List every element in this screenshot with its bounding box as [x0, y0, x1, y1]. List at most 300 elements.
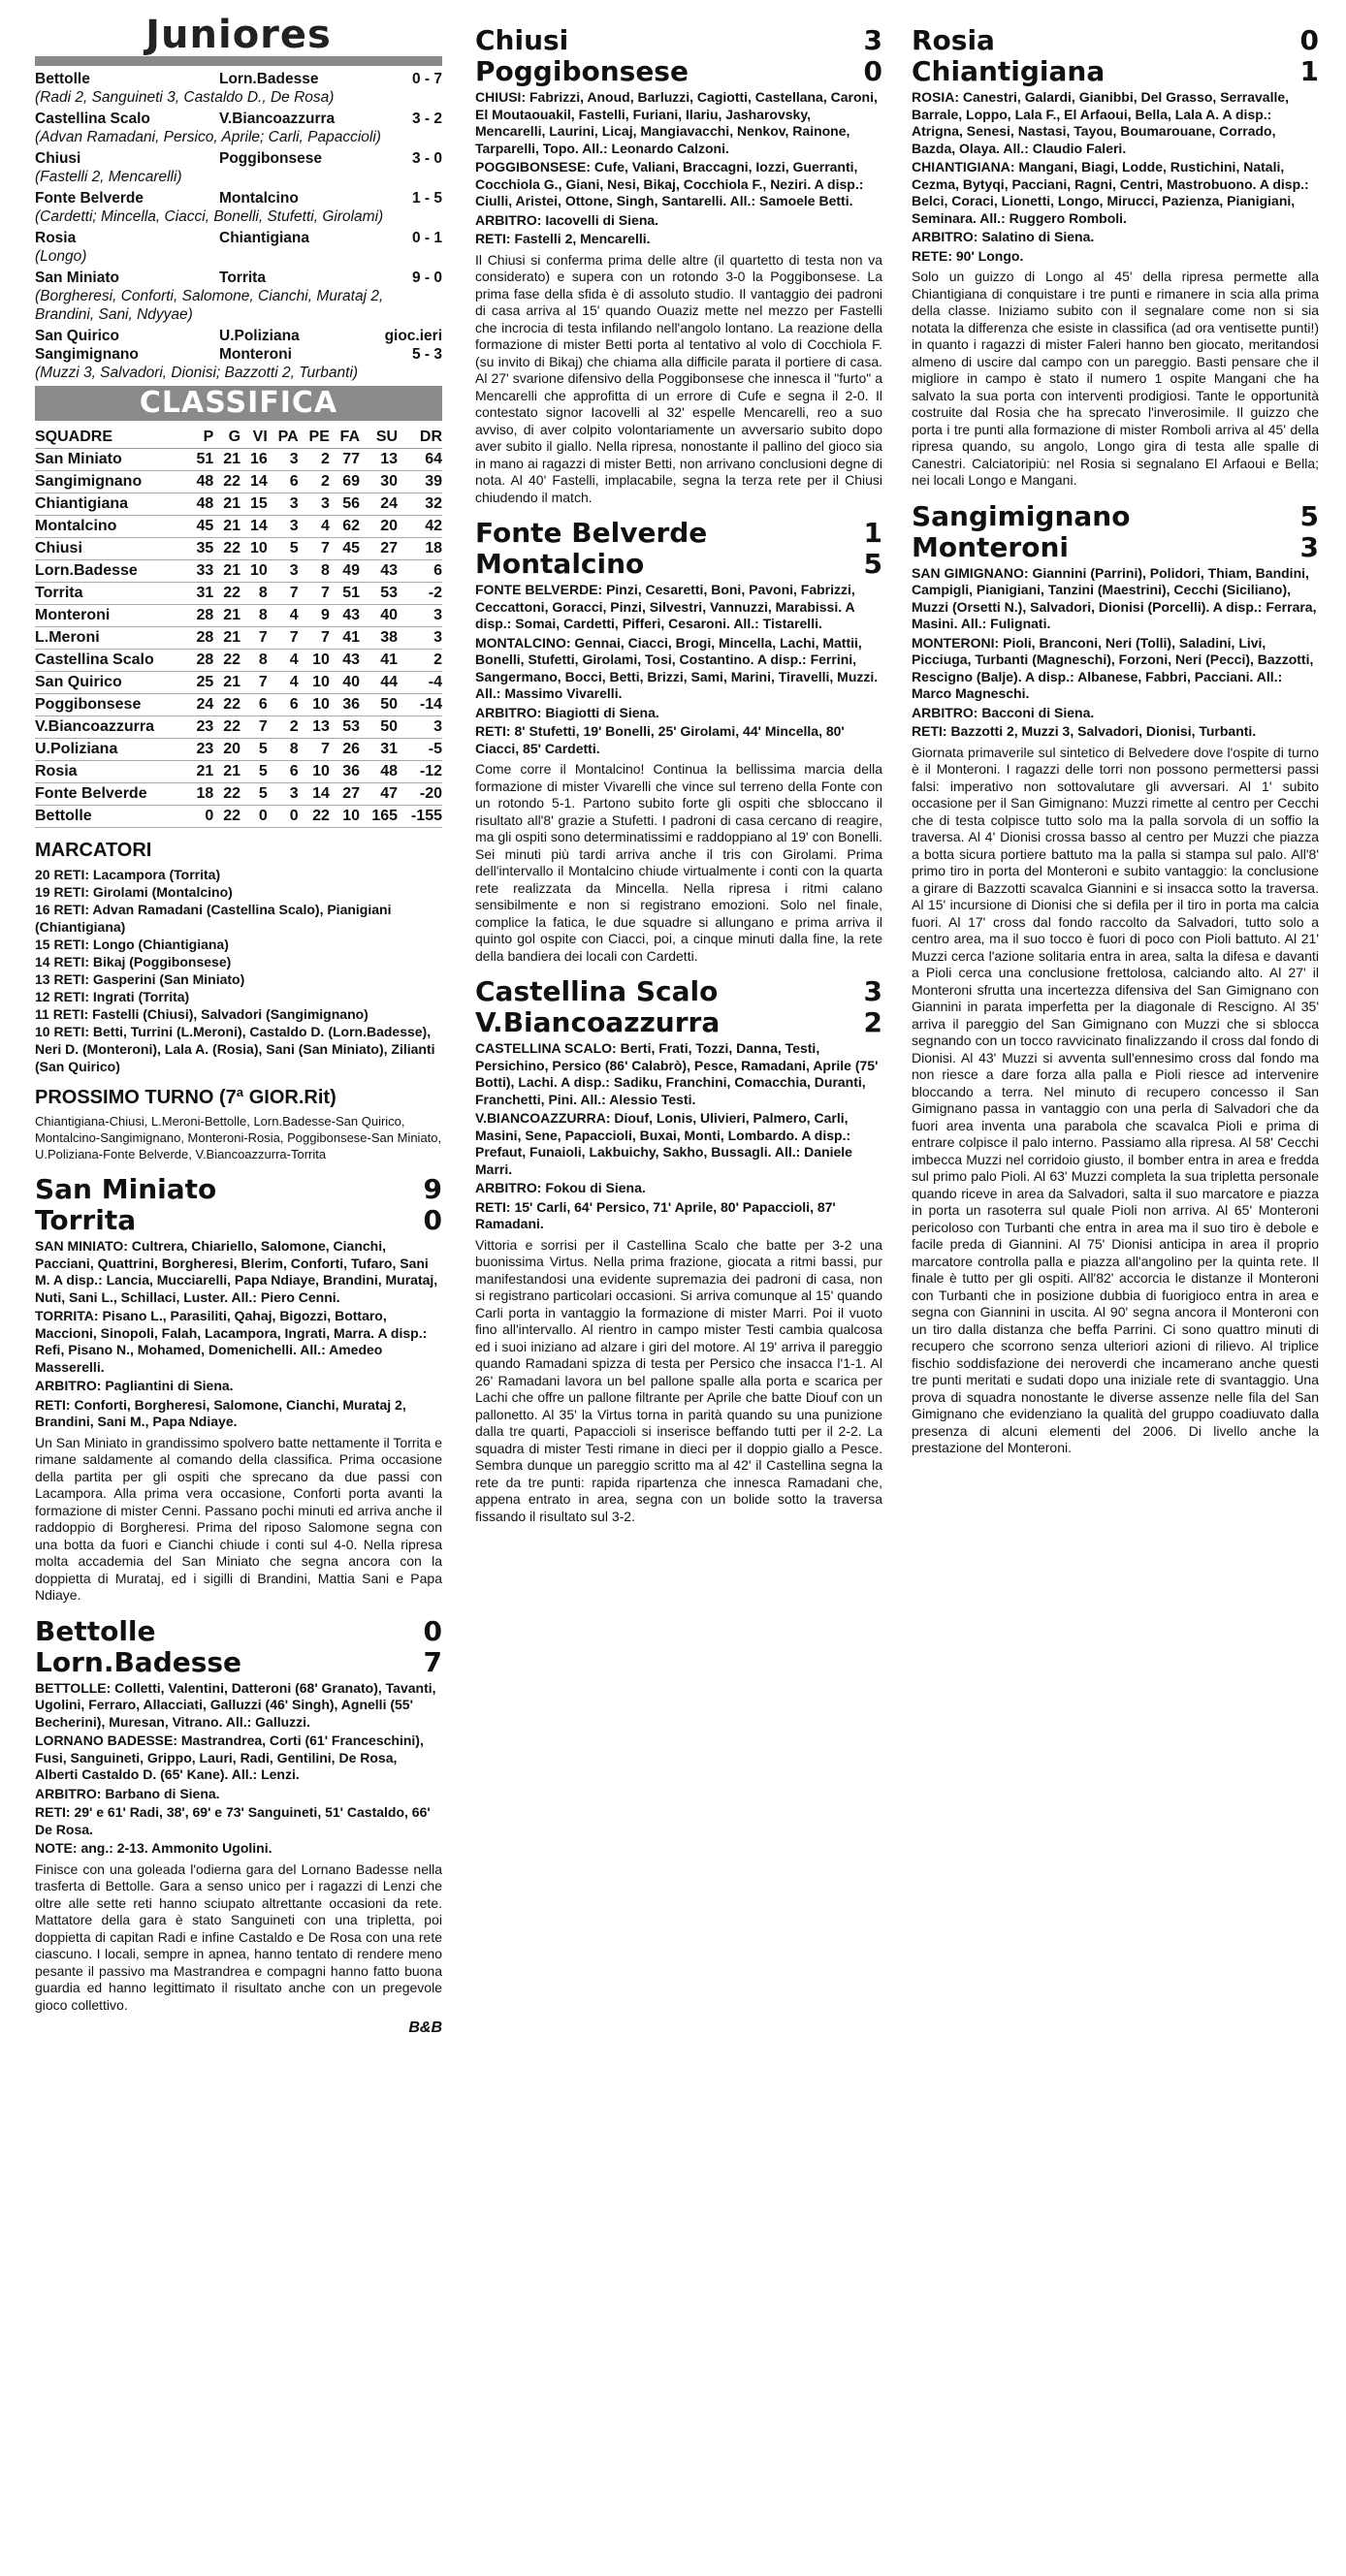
stat-cell: 30: [360, 471, 398, 493]
stat-cell: 22: [213, 471, 240, 493]
match-report: [912, 25, 1319, 490]
table-row: [35, 694, 442, 716]
score: 1 - 5: [411, 190, 442, 207]
stat-cell: 21: [213, 627, 240, 650]
column-header: FA: [330, 427, 360, 449]
table-row: [35, 650, 442, 672]
home-score: 3: [863, 975, 882, 1007]
lineup-line: TORRITA: Pisano L., Parasiliti, Qahaj, Bigozzi, Bottaro, Maccioni, Sinopoli, Falah, Lacampora, Ingrati, Marra. A disp.: Refi, Pisano N., Mohamed, Domenichelli. All.: Amedeo Masserelli.: [35, 1308, 428, 1375]
stat-cell: 10: [299, 650, 330, 672]
stat-cell: 43: [330, 605, 360, 627]
match-summary: Finisce con una goleada l'odierna gara del Lornano Badesse nella trasferta di Bettolle. Gara a senso unico per i ragazzi di Lenzi che oltre alle sette reti hanno sciupato altrettante occasioni da rete. Mattatore della gara è stato Sanguineti con una tripletta, poi doppietta di capitan Radi e infine Castaldo e De Rosa con una rete ciascuno. I locali, sempre in apnea, hanno tentato di rendere meno pesante il passivo ma Mastrandrea e compagni hanno fatto buona guardia ed hanno legittimato il risultato anche con un pregevole gioco collettivo.: [35, 1860, 442, 2013]
column-middle: [475, 14, 882, 1525]
table-row: [35, 449, 442, 471]
stat-cell: 44: [360, 672, 398, 694]
stat-cell: 2: [398, 650, 442, 672]
home-score: 9: [423, 1173, 442, 1205]
result-row: [35, 189, 442, 207]
table-row: [35, 783, 442, 806]
stat-cell: 13: [299, 716, 330, 739]
stat-cell: 14: [240, 516, 268, 538]
stat-cell: 10: [299, 761, 330, 783]
away-team: Poggibonsese: [219, 150, 322, 167]
match-home-row: [912, 501, 1319, 532]
team-cell: Rosia: [35, 761, 187, 783]
match-home-row: [912, 25, 1319, 56]
home-score: 0: [423, 1614, 442, 1647]
stat-cell: 32: [398, 493, 442, 516]
home-team: Chiusi: [35, 150, 81, 167]
stat-cell: 7: [299, 627, 330, 650]
score: 3 - 0: [411, 150, 442, 167]
stat-cell: 7: [299, 583, 330, 605]
stat-cell: 21: [213, 449, 240, 471]
stat-cell: 23: [187, 716, 214, 739]
score: 0 - 7: [411, 71, 442, 87]
classifica-title: CLASSIFICA: [35, 386, 442, 421]
home-team: San Miniato: [35, 270, 119, 286]
away-score: 7: [423, 1645, 442, 1678]
away-team: Chiantigiana: [219, 230, 310, 246]
stat-cell: 3: [398, 605, 442, 627]
match-summary: Il Chiusi si conferma prima delle altre (il quartetto di testa non va considerato) e supera con un rotondo 3-0 la Poggibonsese. La prima fase della sfida è di assoluto studio. Il vantaggio dei padroni di casa arriva al 15' quando Ouaziz mette nel mezzo per Fastelli che incrocia di testa infilando nell'angolo lontano. La reazione della formazione di mister Betti porta al tentativo al volo di Cocchiola F. (su invito di Bikaj) che chiama alla difficile parata il portiere di casa. Al 27' svarione difensivo della Poggibonsese che innesca il "furto" a Mencarelli che approfitta di un errore di Cufe e segna il 2-0. Il contestato signor Iacovelli al 32' espelle Mencarelli, reo a suo avviso, di aver colpito volontariamente un avversario subito dopo aver subito il giallo. Nella ripresa, nonostante il pallino del gioco sia in mano ai ragazzi di mister Betti, non arrivano conclusioni degne di nota. Al 40' Fastelli, implacabile, segna la terza rete per il Chiusi chiudendo il match.: [475, 251, 882, 505]
match-reports-left: [35, 1174, 442, 2014]
stat-cell: 15: [240, 493, 268, 516]
home-score: 5: [1299, 499, 1319, 532]
stat-cell: 53: [360, 583, 398, 605]
away-team-name: Monteroni: [912, 530, 1069, 563]
match-home-row: [35, 1174, 442, 1205]
lineup-line: RETI: Fastelli 2, Mencarelli.: [475, 231, 651, 246]
table-row: [35, 716, 442, 739]
stat-cell: 27: [330, 783, 360, 806]
home-team: Castellina Scalo: [35, 111, 150, 127]
home-score: 1: [863, 517, 882, 549]
stat-cell: 3: [268, 493, 299, 516]
team-cell: Poggibonsese: [35, 694, 187, 716]
stat-cell: 18: [187, 783, 214, 806]
column-header: G: [213, 427, 240, 449]
score: gioc.ieri: [384, 328, 442, 344]
home-team: Rosia: [35, 230, 77, 246]
stat-cell: 14: [299, 783, 330, 806]
stat-cell: 24: [187, 694, 214, 716]
stat-cell: 21: [213, 605, 240, 627]
stat-cell: 22: [213, 783, 240, 806]
team-cell: Monteroni: [35, 605, 187, 627]
stat-cell: 22: [299, 806, 330, 828]
stat-cell: 3: [268, 783, 299, 806]
match-away-row: [912, 532, 1319, 563]
stat-cell: 3: [398, 716, 442, 739]
match-report: [475, 976, 882, 1525]
stat-cell: 23: [187, 739, 214, 761]
stat-cell: 3: [299, 493, 330, 516]
home-score: 0: [1299, 24, 1319, 56]
away-team: U.Poliziana: [219, 328, 300, 344]
stat-cell: 22: [213, 583, 240, 605]
lineup-line: SAN MINIATO: Cultrera, Chiariello, Salomone, Cianchi, Pacciani, Quattrini, Borgheresi, Blerim, Conforti, Tufaro, Sani M. A disp.: Lancia, Mucciarelli, Papa Ndiaye, Brandini, Murataj, Nuti, Sani L., Schillaci, Luster. All.: Piero Cenni.: [35, 1238, 438, 1305]
stat-cell: 45: [187, 516, 214, 538]
team-cell: Castellina Scalo: [35, 650, 187, 672]
home-team-name: Sangimignano: [912, 499, 1131, 532]
away-score: 5: [863, 548, 882, 580]
lineup-line: BETTOLLE: Colletti, Valentini, Datteroni (68' Granato), Tavanti, Ugolini, Ferraro, Allacciati, Galluzzi (46' Singh), Agnelli (55' Becherini), Muresan, Vitrano. All.: Galluzzi.: [35, 1679, 436, 1730]
stat-cell: -4: [398, 672, 442, 694]
marcatori-title: MARCATORI: [35, 840, 152, 861]
stat-cell: 22: [213, 716, 240, 739]
stat-cell: 165: [360, 806, 398, 828]
lineup-line: RETE: 90' Longo.: [912, 247, 1024, 264]
prossimo-turno-text: Chiantigiana-Chiusi, L.Meroni-Bettolle, Lorn.Badesse-San Quirico, Montalcino-Sangimignano, Monteroni-Rosia, Poggibonsese-San Miniato, U.Poliziana-Fonte Belverde, V.Biancoazzurra-Torrita: [35, 1114, 442, 1161]
team-cell: Fonte Belverde: [35, 783, 187, 806]
stat-cell: 3: [268, 516, 299, 538]
match-report: [35, 1174, 442, 1605]
scorer-line: 13 RETI: Gasperini (San Miniato): [35, 971, 245, 987]
stat-cell: 7: [240, 716, 268, 739]
stat-cell: 14: [240, 471, 268, 493]
stat-cell: 36: [330, 761, 360, 783]
stat-cell: 0: [187, 806, 214, 828]
stat-cell: 7: [299, 739, 330, 761]
away-score: 2: [863, 1006, 882, 1038]
column-header: VI: [240, 427, 268, 449]
lineup-line: ARBITRO: Biagiotti di Siena.: [475, 704, 659, 720]
stat-cell: 36: [330, 694, 360, 716]
score: 0 - 1: [411, 230, 442, 246]
away-team-name: Lorn.Badesse: [35, 1645, 242, 1678]
stat-cell: 33: [187, 560, 214, 583]
table-row: [35, 471, 442, 493]
stat-cell: 7: [299, 538, 330, 560]
lineup-line: RETI: 29' e 61' Radi, 38', 69' e 73' Sanguineti, 51' Castaldo, 66' De Rosa.: [35, 1804, 431, 1837]
match-away-row: [475, 1007, 882, 1038]
stat-cell: 22: [213, 538, 240, 560]
scorers-note: (Radi 2, Sanguineti 3, Castaldo D., De Rosa): [35, 89, 335, 106]
stat-cell: 6: [268, 471, 299, 493]
scorers-note: (Muzzi 3, Salvadori, Dionisi; Bazzotti 2, Turbanti): [35, 365, 359, 381]
standings-table: [35, 427, 442, 828]
stat-cell: 77: [330, 449, 360, 471]
stat-cell: 10: [299, 694, 330, 716]
stat-cell: 50: [360, 694, 398, 716]
scorer-line: 11 RETI: Fastelli (Chiusi), Salvadori (Sangimignano): [35, 1006, 369, 1022]
match-summary: Come corre il Montalcino! Continua la bellissima marcia della formazione di mister Vivarelli che vince sul terreno della Fonte con un rotondo 5-1. Partono subito forte gli ospiti che sbloccano il risultato all'8' grazie a Stufetti. I padroni di casa cercano di reagire, ma gli ospiti sono determinatissimi e raddoppiano al 19' con Bonelli. Sei minuti più tardi arriva anche il tris con Girolami. Prima dell'intervallo il Montalcino chiude virtualmente i conti con la quarta rete realizzata da Mincella. Nella ripresa i ritmi calano sensibilmente e non si registrano emozioni. Solo nel finale, complice la fatica, le due squadre si allungano e prima arriva il quinto gol ospite con Ciacci, poi, a cinque minuti dalla fine, la rete della bandiera dei locali con Cardetti.: [475, 761, 882, 964]
stat-cell: -155: [398, 806, 442, 828]
stat-cell: 6: [268, 761, 299, 783]
scorer-line: 19 RETI: Girolami (Montalcino): [35, 884, 233, 900]
stat-cell: 5: [240, 739, 268, 761]
score: 3 - 2: [411, 111, 442, 127]
home-team: San Quirico: [35, 328, 119, 344]
lineup-line: RETI: 8' Stufetti, 19' Bonelli, 25' Girolami, 44' Mincella, 80' Ciacci, 85' Cardetti.: [475, 723, 845, 756]
match-report: [475, 518, 882, 965]
away-team: Lorn.Badesse: [219, 71, 319, 87]
stat-cell: 40: [330, 672, 360, 694]
stat-cell: 48: [360, 761, 398, 783]
stat-cell: 7: [240, 627, 268, 650]
lineup-line: NOTE: ang.: 2-13. Ammonito Ugolini.: [35, 1840, 272, 1856]
stat-cell: 39: [398, 471, 442, 493]
stat-cell: 56: [330, 493, 360, 516]
prossimo-turno-title: PROSSIMO TURNO (7ª GIOR.Rit): [35, 1087, 336, 1108]
table-row: [35, 761, 442, 783]
team-cell: L.Meroni: [35, 627, 187, 650]
table-row: [35, 538, 442, 560]
match-summary: Un San Miniato in grandissimo spolvero batte nettamente il Torrita e rimane saldamente al comando della classifica. Prima occasione della partita per gli ospiti che sprecano da due passi con Lacampora. Alla prima vera occasione, Conforti porta avanti la formazione di mister Cenni. Passano pochi minuti ed arriva anche il raddoppio di Borgheresi. Prima del riposo Salomone segna con una botta da fuori e Cianchi chiude i conti sul 4-0. Nella ripresa molta accademia del San Miniato che segna ancora con la doppietta di Murataj, ed i sigilli di Brandini, Mattia Sani e Papa Ndiaye.: [35, 1434, 442, 1603]
table-row: [35, 739, 442, 761]
lineup-line: MONTERONI: Pioli, Branconi, Neri (Tolli), Saladini, Livi, Picciuga, Turbanti (Magneschi), Forzoni, Neri (Pecci), Bazzotti, Rescigno (Balje). A disp.: Albanese, Fabbri, Pacciani. All.: Marco Magneschi.: [912, 634, 1314, 701]
stat-cell: 28: [187, 650, 214, 672]
lineup-line: ROSIA: Canestri, Galardi, Gianibbi, Del Grasso, Serravalle, Barrale, Loppo, Lala F., El Arfaoui, Bella, Lala A. A disp.: Atrigna, Senesi, Nastasi, Tayou, Boumarouane, Corrado, Bazda, Olaya. All.: Claudio Faleri.: [912, 89, 1290, 156]
away-score: 0: [863, 55, 882, 87]
stat-cell: 10: [299, 672, 330, 694]
stat-cell: 41: [330, 627, 360, 650]
stat-cell: 2: [268, 716, 299, 739]
stat-cell: 20: [213, 739, 240, 761]
match-reports-right: [912, 25, 1319, 1457]
match-away-row: [912, 56, 1319, 87]
scorers-note: (Longo): [35, 248, 87, 265]
team-cell: Chiantigiana: [35, 493, 187, 516]
scorers-note: (Cardetti; Mincella, Ciacci, Bonelli, Stufetti, Girolami): [35, 208, 384, 225]
table-row: [35, 560, 442, 583]
table-row: [35, 806, 442, 828]
stat-cell: 21: [213, 761, 240, 783]
home-team-name: Chiusi: [475, 24, 569, 56]
stat-cell: 69: [330, 471, 360, 493]
lineup-line: RETI: 15' Carli, 64' Persico, 71' Aprile, 80' Papaccioli, 87' Ramadani.: [475, 1198, 836, 1231]
match-away-row: [475, 549, 882, 580]
stat-cell: 21: [213, 560, 240, 583]
team-cell: Lorn.Badesse: [35, 560, 187, 583]
scorer-line: 15 RETI: Longo (Chiantigiana): [35, 937, 229, 952]
result-row: [35, 70, 442, 88]
away-team: V.Biancoazzurra: [219, 111, 336, 127]
standings-header: [35, 427, 442, 449]
stat-cell: 31: [187, 583, 214, 605]
scorers-note: (Advan Ramadani, Persico, Aprile; Carli, Papaccioli): [35, 129, 381, 145]
home-team-name: San Miniato: [35, 1173, 217, 1205]
stat-cell: 3: [268, 449, 299, 471]
away-team: Torrita: [219, 270, 266, 286]
stat-cell: 8: [240, 650, 268, 672]
stat-cell: 41: [360, 650, 398, 672]
match-away-row: [475, 56, 882, 87]
stat-cell: 22: [213, 694, 240, 716]
stat-cell: 24: [360, 493, 398, 516]
match-reports-middle: [475, 25, 882, 1525]
score: 9 - 0: [411, 270, 442, 286]
lineup-line: POGGIBONSESE: Cufe, Valiani, Braccagni, Iozzi, Guerranti, Cocchiola G., Giani, Nesi, Bikaj, Cocchiola F., Neziri. A disp.: Ciulli, Aristei, Ottone, Singh, Santarelli. All.: Samoele Betti.: [475, 159, 864, 208]
stat-cell: 6: [240, 694, 268, 716]
stat-cell: 42: [398, 516, 442, 538]
stat-cell: 4: [299, 516, 330, 538]
column-header: SU: [360, 427, 398, 449]
match-home-row: [475, 976, 882, 1007]
stat-cell: 47: [360, 783, 398, 806]
stat-cell: 4: [268, 672, 299, 694]
stat-cell: 7: [268, 583, 299, 605]
lineup-line: ARBITRO: Bacconi di Siena.: [912, 704, 1095, 720]
lineup-line: MONTALCINO: Gennai, Ciacci, Brogi, Mincella, Lachi, Mattii, Bonelli, Stufetti, Girolami, Tosi, Costantino. A disp.: Ferrini, Sangermano, Bocci, Betti, Brizzi, Sami, Marini, Tiravelli, Muzzi. All.: Massimo Vivarelli.: [475, 634, 879, 701]
lineup-line: V.BIANCOAZZURRA: Diouf, Lonis, Ulivieri, Palmero, Carli, Masini, Sene, Papaccioli, Buxai, Monti, Lombardo. A disp.: Prefaut, Funaioli, Lakbuichy, Sakho, Bussagli. All.: Daniele Marri.: [475, 1110, 852, 1177]
stat-cell: -2: [398, 583, 442, 605]
away-score: 1: [1299, 55, 1319, 87]
stat-cell: 3: [398, 627, 442, 650]
result-row: [35, 345, 442, 364]
stat-cell: 5: [268, 538, 299, 560]
stat-cell: 48: [187, 471, 214, 493]
match-report: [35, 1616, 442, 2015]
stat-cell: 62: [330, 516, 360, 538]
stat-cell: -14: [398, 694, 442, 716]
stat-cell: 4: [268, 650, 299, 672]
stat-cell: -20: [398, 783, 442, 806]
scorer-line: 14 RETI: Bikaj (Poggibonsese): [35, 954, 232, 970]
away-team-name: Poggibonsese: [475, 55, 689, 87]
stat-cell: 49: [330, 560, 360, 583]
stat-cell: 3: [268, 560, 299, 583]
stat-cell: 21: [213, 493, 240, 516]
stat-cell: 21: [187, 761, 214, 783]
lineup-line: CHIUSI: Fabrizzi, Anoud, Barluzzi, Cagiotti, Castellana, Caroni, El Moutaouakil, Fastelli, Furiani, Ilariu, Jasharovsky, Mencarelli, Laurini, Licaj, Mangiavacchi, Nenkov, Rainone, Tarparelli, Topo. All.: Leonardo Calzoni.: [475, 89, 878, 156]
table-row: [35, 627, 442, 650]
table-row: [35, 516, 442, 538]
team-cell: Torrita: [35, 583, 187, 605]
column-header: DR: [398, 427, 442, 449]
stat-cell: 16: [240, 449, 268, 471]
stat-cell: 22: [213, 806, 240, 828]
stat-cell: 10: [330, 806, 360, 828]
stat-cell: 21: [213, 516, 240, 538]
scorer-line: 10 RETI: Betti, Turrini (L.Meroni), Castaldo D. (Lorn.Badesse), Neri D. (Monteroni), Lala A. (Rosia), Sani (San Miniato), Zilianti (San Quirico): [35, 1024, 435, 1074]
stat-cell: 50: [360, 716, 398, 739]
away-team: Monteroni: [219, 346, 292, 363]
stat-cell: 51: [187, 449, 214, 471]
home-team: Sangimignano: [35, 346, 139, 363]
stat-cell: 8: [268, 739, 299, 761]
signature: B&B: [408, 2019, 442, 2036]
stat-cell: 8: [240, 605, 268, 627]
result-row: [35, 327, 442, 345]
away-team: Montalcino: [219, 190, 299, 207]
stat-cell: 28: [187, 627, 214, 650]
home-team-name: Castellina Scalo: [475, 975, 719, 1007]
lineup-line: RETI: Conforti, Borgheresi, Salomone, Cianchi, Murataj 2, Brandini, Sani M., Papa Ndiaye.: [35, 1396, 406, 1429]
home-score: 3: [863, 24, 882, 56]
stat-cell: 6: [268, 694, 299, 716]
stat-cell: 25: [187, 672, 214, 694]
stat-cell: 64: [398, 449, 442, 471]
stat-cell: 6: [398, 560, 442, 583]
lineup-line: ARBITRO: Iacovelli di Siena.: [475, 211, 659, 228]
away-team-name: V.Biancoazzurra: [475, 1006, 721, 1038]
stat-cell: 28: [187, 605, 214, 627]
table-row: [35, 605, 442, 627]
match-away-row: [35, 1205, 442, 1236]
match-home-row: [35, 1616, 442, 1647]
team-cell: V.Biancoazzurra: [35, 716, 187, 739]
column-header: SQUADRE: [35, 427, 187, 449]
stat-cell: 8: [299, 560, 330, 583]
match-away-row: [35, 1647, 442, 1678]
stat-cell: 18: [398, 538, 442, 560]
lineup-line: CASTELLINA SCALO: Berti, Frati, Tozzi, Danna, Testi, Persichino, Persico (86' Calabrò), Pesce, Ramadani, Aprile (75' Botti), Lachi. A disp.: Sadiku, Franchini, Comacchia, Duranti, Franchetti, Pini. All.: Alessio Testi.: [475, 1040, 879, 1107]
lineup-line: ARBITRO: Fokou di Siena.: [475, 1180, 646, 1195]
match-summary: Vittoria e sorrisi per il Castellina Scalo che batte per 3-2 una buonissima Virtus. Nella prima frazione, giocata a ritmi bassi, pur manifestandosi una evidente supremazia dei padroni di casa, non si registrano particolari occasioni. Si arriva comunque al 15' quando Carli porta in vantaggio la formazione di mister Marri. Poi il vuoto fino all'intervallo. Al rientro in campo mister Testi cambia qualcosa ed i suoi iniziano ad alzare i giri del motore. Al 19' arriva il pareggio quando Ramadani spizza di testa per Persico che insacca l'1-1. Al 26' Ramadani lavora un bel pallone spalle alla porta e scarica per Lachi che offre un pallone filtrante per Aprile che batte Diouf con un pallonetto. Al 35' la Virtus torna in parità quando su una punizione dalla tre quarti, Papaccioli si inserisce beffando tutti per il 2-2. La squadra di mister Testi rimane in dieci per il doppio giallo a Pesce. Sembra dunque un pareggio scritto ma al 42' il Castellina segna la rete da tre punti: rapida ripartenza che innesca Ramadani che, appena entrato in area, segna con un bolide sotto la traversa fissando il risultato sul 3-2.: [475, 1236, 882, 1524]
column-header: P: [187, 427, 214, 449]
lineup-line: ARBITRO: Salatino di Siena.: [912, 229, 1095, 244]
team-cell: San Quirico: [35, 672, 187, 694]
stat-cell: 22: [213, 650, 240, 672]
lineup-line: SAN GIMIGNANO: Giannini (Parrini), Polidori, Thiam, Bandini, Campigli, Pianigiani, Tanzini (Maestrini), Cecchi (Siciliano), Muzzi (Orsetti N.), Salvadori, Dionisi (Porcelli). A disp.: Ferrara, Masini. All.: Fulignati.: [912, 564, 1317, 631]
stat-cell: 51: [330, 583, 360, 605]
stat-cell: 21: [213, 672, 240, 694]
column-right: [912, 14, 1319, 1457]
stat-cell: 8: [240, 583, 268, 605]
team-cell: U.Poliziana: [35, 739, 187, 761]
stat-cell: 38: [360, 627, 398, 650]
lineup-line: CHIANTIGIANA: Mangani, Biagi, Lodde, Rustichini, Natali, Cezma, Bytyqi, Pacciani, Ragni, Centri, Mastrobuono. A disp.: Belci, Coraci, Lionetti, Longo, Mirucci, Pazienza, Pianigiani, Seminara. All.: Ruggero Romboli.: [912, 159, 1309, 226]
stat-cell: 53: [330, 716, 360, 739]
lineup-line: LORNANO BADESSE: Mastrandrea, Corti (61' Franceschini), Fusi, Sanguineti, Grippo, Lauri, Radi, Gentilini, De Rosa, Alberti Castaldo D. (65' Kane). All.: Lenzi.: [35, 1733, 424, 1782]
stat-cell: 10: [240, 560, 268, 583]
column-left: [35, 14, 442, 2037]
stat-cell: 26: [330, 739, 360, 761]
stat-cell: 31: [360, 739, 398, 761]
scorers-note: (Fastelli 2, Mencarelli): [35, 169, 182, 185]
stat-cell: 20: [360, 516, 398, 538]
stat-cell: 0: [240, 806, 268, 828]
table-row: [35, 493, 442, 516]
stat-cell: 4: [268, 605, 299, 627]
result-row: [35, 229, 442, 247]
scorer-line: 20 RETI: Lacampora (Torrita): [35, 867, 221, 882]
match-summary: Giornata primaverile sul sintetico di Belvedere dove l'ospite di turno è il Monteroni. I ragazzi delle torri non possono permettersi passi falsi: imperativo non sottovalutare gli avversari. Al 1' subito occasione per il San Gimignano: Muzzi rimette al centro per Cecchi che di testa colpisce tutto solo ma la palla sorvola di un soffio la traversa. Al 4' Dionisi crossa basso al centro per Muzzi che piazza a botta sicura portiere battuto ma la palla si stampa sul palo. All'8' primo tiro in porta del Monteroni e subito vantaggio: la conclusione a girare di Bazzotti scavalca Giannini e si insacca sotto la traversa. Al 15' incursione di Dionisi che si defila per il tiro in porta ma calcia fuori. Al 17' cross dal fondo raccolto da Salvadori, tutto solo a centro area, ma il suo tocco è fuori di poco con Pioli battuto. Al 21' Muzzi cerca l'azione solitaria entra in area, salta la difesa e davanti a Pioli cerca una conclusione frettolosa, calciando alto. Al 27' il Monteroni sfrutta una incertezza difensiva del San Gimignano con Giannini in parata imperfetta per la diagonale di Rescigno. Al 35' arriva il pareggio del San Gimignano con Muzzi che si sblocca segnando con un tocco ravvicinato finalizzando il cross dal fondo di Dionisi. Al 43' Muzzi si avventa sull'ennesimo cross dal fondo ma non riesce a dare forza alla palla e Pioli riesce ad intervenire bloccando a terra. Nel minuto di recupero concesso il San Gimignano passa in vantaggio con una perla di Salvadori che da fuori area inventa una parabola che scavalca Pioli e prima di entrare colpisce il palo interno. Passiamo alla ripresa. Al 58' Cecchi imbecca Muzzi nel corridoio giusto, il bomber entra in area e fredda sul primo palo Pioli. Al 63' Muzzi completa la sua tripletta personale quando riceve in area da Salvadori, salta il suo marcatore e piazza in porta un rasoterra sul quale Pioli non arriva. Al 65' Monteroni pericoloso con Turbanti che entra in area ma il suo tiro è debole e facile preda di Giannini. Al 75' Dionisi anticipa in area il proprio marcatore controlla palla e piazza all'angolino per la quinta rete. Il finale è tutto per gli ospiti. All'82' accorcia le distanze il Monteroni con Turbanti che in posizione dubbia di fuorigioco entra in area e segna con Giannini in uscita. Al 90' segna ancora il Monteroni con un tiro dalla distanza che beffa Parrini. Ci sono quattro minuti di recupero che scorrono senza ulteriori azioni di rilievo. Al triplice fischio soddisfazione dei neroverdi che incamerano anche questi tre punti meritati e sudati dopo una iniziale rete di svantaggio. Una prova di squadra nonostante le diverse assenze nelle fila del San Gimignano che evidenziano la qualità del gruppo coadiuvato dalla presenza di alcuni elementi del 2006. Di livello anche la prestazione del Monteroni.: [912, 744, 1319, 1455]
stat-cell: 35: [187, 538, 214, 560]
score: 5 - 3: [411, 346, 442, 363]
stat-cell: -12: [398, 761, 442, 783]
match-home-row: [475, 518, 882, 549]
scorer-line: 12 RETI: Ingrati (Torrita): [35, 989, 190, 1004]
stat-cell: 48: [187, 493, 214, 516]
match-report: [912, 501, 1319, 1457]
team-cell: Chiusi: [35, 538, 187, 560]
stat-cell: 40: [360, 605, 398, 627]
scorers-note: (Borgheresi, Conforti, Salomone, Cianchi, Murataj 2, Brandini, Sani, Ndyyae): [35, 288, 384, 323]
away-score: 3: [1299, 530, 1319, 563]
away-team-name: Torrita: [35, 1204, 137, 1236]
home-team-name: Rosia: [912, 24, 995, 56]
away-team-name: Chiantigiana: [912, 55, 1106, 87]
stat-cell: 43: [360, 560, 398, 583]
lineup-line: RETI: Bazzotti 2, Muzzi 3, Salvadori, Dionisi, Turbanti.: [912, 723, 1257, 739]
home-team-name: Fonte Belverde: [475, 517, 708, 549]
team-cell: Sangimignano: [35, 471, 187, 493]
home-team: Bettolle: [35, 71, 90, 87]
match-home-row: [475, 25, 882, 56]
stat-cell: 7: [268, 627, 299, 650]
stat-cell: 0: [268, 806, 299, 828]
team-cell: Bettolle: [35, 806, 187, 828]
stat-cell: 27: [360, 538, 398, 560]
scorer-line: 16 RETI: Advan Ramadani (Castellina Scalo), Pianigiani (Chiantigiana): [35, 902, 392, 935]
match-report: [475, 25, 882, 506]
home-team-name: Bettolle: [35, 1614, 156, 1647]
match-summary: Solo un guizzo di Longo al 45' della ripresa permette alla Chiantigiana di conquistare i tre punti e rimanere in scia alla prima della classe. Iniziamo subito con il segnalare come non si sia notata la differenza che esiste in classifica (ad ora ventisette punti!) in quanto i ragazzi di mister Faleri hanno ben giocato, meritandosi almeno di uscire dal campo con un pareggio. Basti pensare che il migliore in campo è stato il numero 1 ospite Mangani che ha salvato la sua porta con interventi prodigiosi. Tante le opportunità costruite dal Rosia che ha sprecato l'inverosimile. Il guizzo che porta i tre punti alla formazione di mister Romboli arriva al 45' della ripresa quando, su angolo, Longo gira di testa alle spalle di Canestri. Calciatoripiù: nel Rosia si segnalano El Arfaoui e Bella; nei locali Longo e Mangani.: [912, 269, 1319, 488]
column-header: PE: [299, 427, 330, 449]
